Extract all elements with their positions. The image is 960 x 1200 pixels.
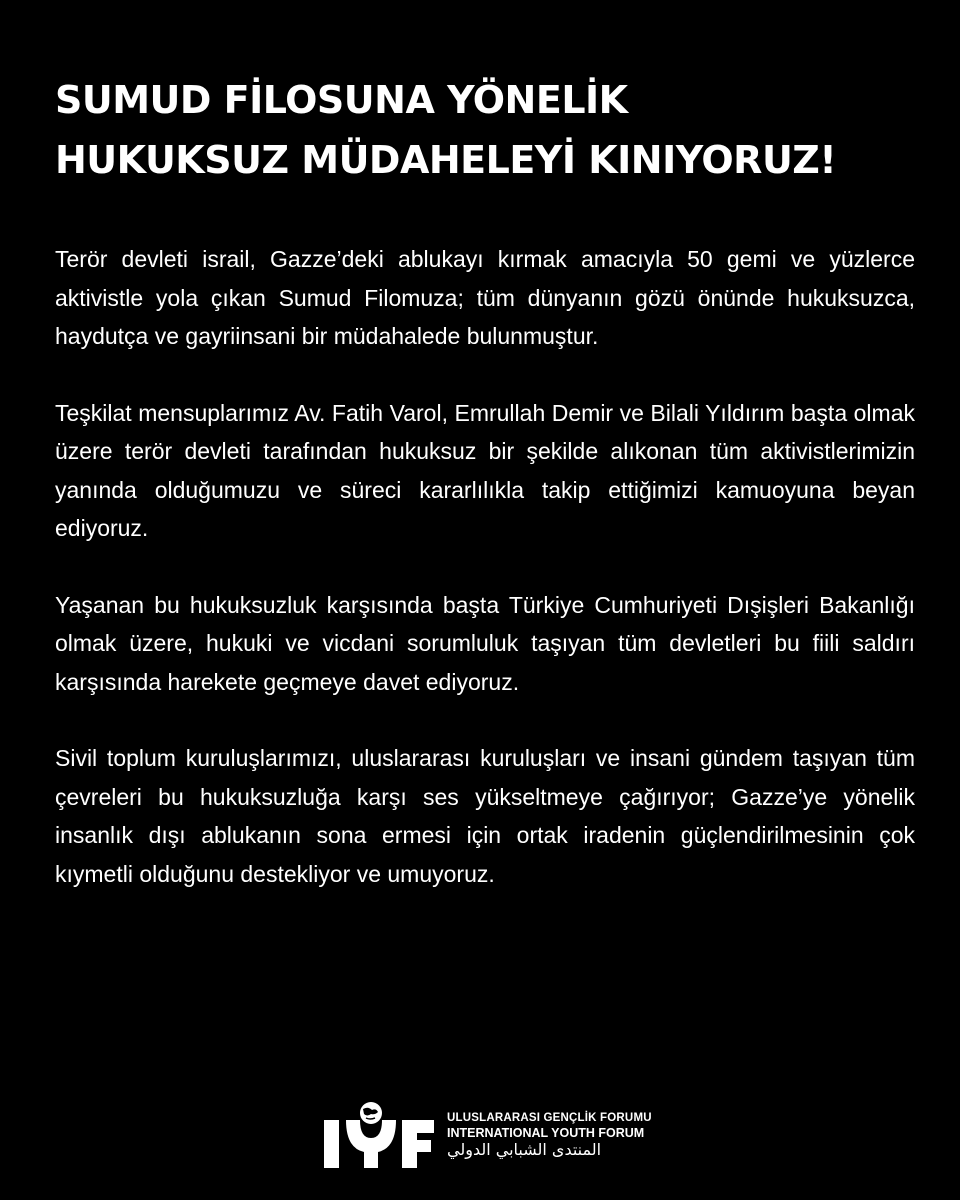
paragraph-3: Yaşanan bu hukuksuzluk karşısında başta Türkiye Cumhuriyeti Dışişleri Bakanlığı olmak üzere, hukuki ve vicdani sorumluluk taşıyan tüm devletleri bu fiili saldırı karşısında harekete geçmeye davet ediyoruz. <box>55 591 915 695</box>
paragraph-2: Teşkilat mensuplarımız Av. Fatih Varol, Emrullah Demir ve Bilali Yıldırım başta olmak üzere terör devleti tarafından hukuksuz bir şekilde alıkonan tüm aktivistlerimizin yanında olduğumuzu ve süreci kararlılıkla takip ettiğimizi kamuoyuna beyan ediyoruz. <box>55 399 915 541</box>
title-line-2: HUKUKSUZ MÜDAHELEYİ KINIYORUZ! <box>55 138 837 182</box>
iyf-logo-icon <box>322 1100 437 1170</box>
title-line-1: SUMUD FİLOSUNA YÖNELİK <box>55 78 628 122</box>
statement-body <box>55 240 915 931</box>
paragraph-1: Terör devleti israil, Gazze’deki ablukayı kırmak amacıyla 50 gemi ve yüzlerce aktivistle yola çıkan Sumud Filomuza; tüm dünyanın gözü önünde hukuksuzca, haydutça ve gayriinsani bir müdahalede bulunmuştur. <box>55 246 915 349</box>
organization-name <box>447 1113 652 1158</box>
org-name-turkish: ULUSLARARASI GENÇLİK FORUMU <box>447 1111 652 1124</box>
organization-logo <box>322 1100 652 1170</box>
statement-title <box>55 70 915 190</box>
org-name-english: INTERNATIONAL YOUTH FORUM <box>447 1126 645 1140</box>
paragraph-4: Sivil toplum kuruluşlarımızı, uluslararası kuruluşları ve insani gündem taşıyan tüm çevreleri bu hukuksuzluğa karşı ses yükseltmeye çağırıyor; Gazze’ye yönelik insanlık dışı ablukanın sona ermesi için ortak iradenin güçlendirilmesinin çok kıymetli olduğunu destekliyor ve umuyoruz. <box>55 745 915 887</box>
org-name-arabic: المنتدى الشبابي الدولي <box>447 1139 602 1159</box>
